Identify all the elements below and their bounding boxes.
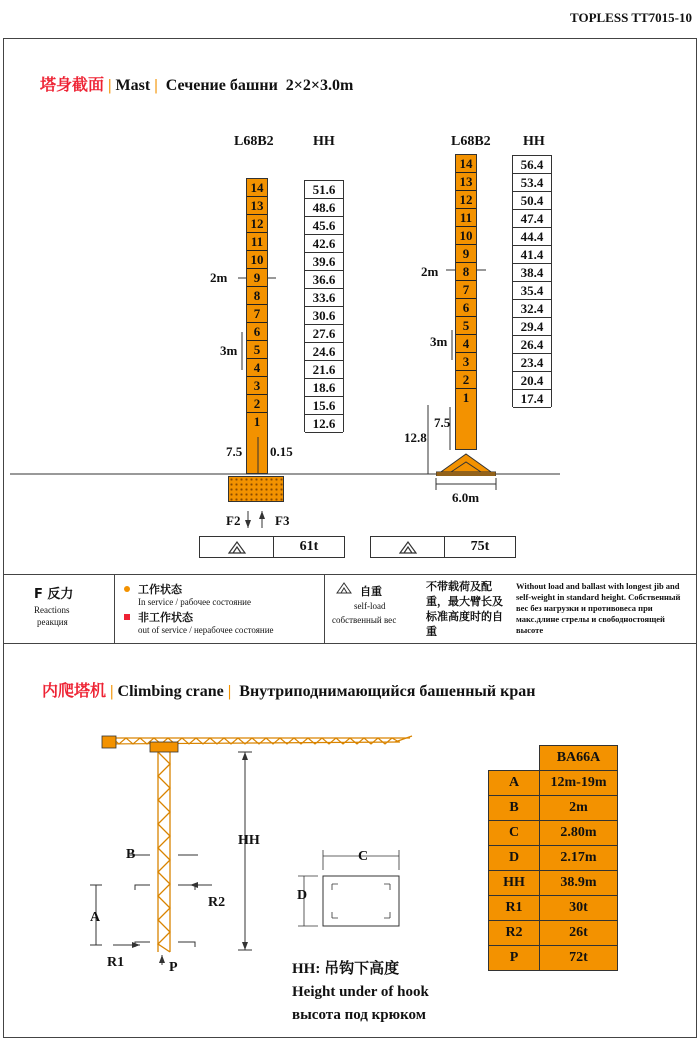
left-segment-8: 6 xyxy=(247,323,267,341)
table-key: D xyxy=(489,846,540,871)
legend-note-ru: Собственный вес без нагрузки и противовеса при макс.длине стрелы и свободностоящей высоте xyxy=(516,592,681,635)
left-segment-6: 8 xyxy=(247,287,267,305)
left-hh-cell-13: 12.6 xyxy=(305,415,343,433)
left-force-f3: F3 xyxy=(275,513,290,528)
climbing-label-c: C xyxy=(358,849,369,864)
right-segment-7: 7 xyxy=(456,281,476,299)
table-value: 12m-19m xyxy=(540,771,618,796)
right-hh-cell-1: 53.4 xyxy=(513,174,551,192)
hh-definition xyxy=(292,958,429,1027)
left-dim-0-15: 0.15 xyxy=(270,444,293,459)
table-row xyxy=(489,946,618,971)
table-key: A xyxy=(489,771,540,796)
legend-self-ru: собственный вес xyxy=(332,615,397,625)
mast-section-title: 塔身截面 | Mast | Сечение башни 2×2×3.0m xyxy=(40,77,354,94)
page-header: TOPLESS TT7015-10 xyxy=(570,10,692,25)
left-hh-cell-10: 21.6 xyxy=(305,361,343,379)
right-hh-cell-4: 44.4 xyxy=(513,228,551,246)
left-segment-13: 1 xyxy=(247,413,267,431)
left-hh-cell-0: 51.6 xyxy=(305,181,343,199)
left-dim-2m: 2m xyxy=(210,270,228,285)
legend-in-service-en: In service / рабочее состояние xyxy=(138,597,251,607)
right-hh-cell-11: 23.4 xyxy=(513,354,551,372)
climbing-label-d: D xyxy=(297,888,308,903)
right-segment-12: 2 xyxy=(456,371,476,389)
legend-self-cn: 自重 xyxy=(360,585,382,598)
table-row xyxy=(489,771,618,796)
legend-out-service-en: out of service / нерабочее состояние xyxy=(138,625,274,635)
left-segment-10: 4 xyxy=(247,359,267,377)
table-key: R2 xyxy=(489,921,540,946)
left-weight-value: 61t xyxy=(299,539,319,554)
left-force-f2: F2 xyxy=(226,513,241,528)
left-hh-cell-12: 15.6 xyxy=(305,397,343,415)
right-segment-1: 13 xyxy=(456,173,476,191)
table-row xyxy=(489,896,618,921)
climbing-label-r2: R2 xyxy=(208,895,226,910)
right-segment-13: 1 xyxy=(456,389,476,407)
table-model: BA66A xyxy=(540,746,618,771)
table-row xyxy=(489,796,618,821)
left-segment-12: 2 xyxy=(247,395,267,413)
hh-definition-ru: высота под крюком xyxy=(292,1007,426,1023)
right-segment-3: 11 xyxy=(456,209,476,227)
mast-title-en: Mast xyxy=(115,77,151,94)
left-hh-cell-7: 30.6 xyxy=(305,307,343,325)
mast-size: 2×2×3.0m xyxy=(285,77,354,94)
left-hh-label: HH xyxy=(313,134,335,149)
climbing-title-en: Climbing crane xyxy=(117,683,224,700)
right-hh-cell-3: 47.4 xyxy=(513,210,551,228)
climbing-label-b: B xyxy=(126,847,136,862)
table-value: 38.9m xyxy=(540,871,618,896)
right-hh-cell-6: 38.4 xyxy=(513,264,551,282)
right-segment-6: 8 xyxy=(456,263,476,281)
climbing-label-hh: HH xyxy=(238,833,260,848)
climbing-title-cn: 内爬塔机 xyxy=(42,683,107,700)
table-value: 2m xyxy=(540,796,618,821)
legend-reactions-ru: реакция xyxy=(37,617,68,627)
plan-view-drawing xyxy=(290,840,410,950)
table-row xyxy=(489,921,618,946)
left-segment-7: 7 xyxy=(247,305,267,323)
right-hh-cell-5: 41.4 xyxy=(513,246,551,264)
right-hh-cell-2: 50.4 xyxy=(513,192,551,210)
left-hh-cell-5: 36.6 xyxy=(305,271,343,289)
right-segment-8: 6 xyxy=(456,299,476,317)
right-hh-cell-12: 20.4 xyxy=(513,372,551,390)
right-dim-6m: 6.0m xyxy=(452,490,480,505)
hh-definition-cn: HH: 吊钩下高度 xyxy=(292,961,400,977)
legend-note-en: Without load and ballast with longest jib and self-weight in standard height. xyxy=(516,581,680,602)
left-hh-cell-8: 27.6 xyxy=(305,325,343,343)
legend-reactions-en: Reactions xyxy=(34,605,70,615)
self-load-icon xyxy=(334,581,354,595)
left-segment-4: 10 xyxy=(247,251,267,269)
table-value: 2.80m xyxy=(540,821,618,846)
table-key: C xyxy=(489,821,540,846)
right-dim-3m: 3m xyxy=(430,334,448,349)
right-dim-12-8: 12.8 xyxy=(404,430,427,445)
table-row xyxy=(489,821,618,846)
right-hh-cell-9: 29.4 xyxy=(513,318,551,336)
right-segment-9: 5 xyxy=(456,317,476,335)
out-service-square-icon xyxy=(124,614,130,620)
legend-note-cn: 不带载荷及配重，最大臂长及标准高度时的自重 xyxy=(426,580,503,638)
right-hh-cell-7: 35.4 xyxy=(513,282,551,300)
right-hh-label: HH xyxy=(523,134,545,149)
left-hh-cell-1: 48.6 xyxy=(305,199,343,217)
left-dim-3m: 3m xyxy=(220,343,238,358)
climbing-label-r1: R1 xyxy=(107,955,125,970)
left-hh-cell-4: 39.6 xyxy=(305,253,343,271)
right-segment-10: 4 xyxy=(456,335,476,353)
left-dim-7-5: 7.5 xyxy=(226,444,243,459)
climbing-spec-table xyxy=(488,745,618,971)
left-segment-2: 12 xyxy=(247,215,267,233)
legend-note-en-ru xyxy=(516,581,692,636)
legend-self-load xyxy=(326,575,512,643)
in-service-dot-icon xyxy=(124,586,130,592)
left-hh-cell-6: 33.6 xyxy=(305,289,343,307)
table-value: 2.17m xyxy=(540,846,618,871)
left-segment-9: 5 xyxy=(247,341,267,359)
legend-bar xyxy=(4,574,696,644)
mast-title-ru: Сечение башни xyxy=(165,77,278,94)
left-segment-1: 13 xyxy=(247,197,267,215)
table-value: 72t xyxy=(540,946,618,971)
legend-out-service-cn: 非工作状态 xyxy=(138,611,193,624)
legend-in-service-cn: 工作状态 xyxy=(138,583,182,596)
left-segment-11: 3 xyxy=(247,377,267,395)
climbing-title-ru: Внутриподнимающийся башенный кран xyxy=(239,683,536,700)
table-value: 30t xyxy=(540,896,618,921)
left-segment-5: 9 xyxy=(247,269,267,287)
left-segment-3: 11 xyxy=(247,233,267,251)
right-hh-cell-13: 17.4 xyxy=(513,390,551,408)
right-segment-0: 14 xyxy=(456,155,476,173)
left-segment-0: 14 xyxy=(247,179,267,197)
hh-definition-en: Height under of hook xyxy=(292,984,429,1000)
left-hh-cell-3: 42.6 xyxy=(305,235,343,253)
right-segment-4: 10 xyxy=(456,227,476,245)
right-segment-2: 12 xyxy=(456,191,476,209)
right-segment-11: 3 xyxy=(456,353,476,371)
right-segment-5: 9 xyxy=(456,245,476,263)
right-hh-cell-8: 32.4 xyxy=(513,300,551,318)
table-row xyxy=(489,846,618,871)
left-hh-cell-11: 18.6 xyxy=(305,379,343,397)
left-hh-cell-9: 24.6 xyxy=(305,343,343,361)
legend-reactions xyxy=(4,575,115,643)
left-model-label: L68B2 xyxy=(234,134,274,149)
right-weight-value: 75t xyxy=(470,539,490,554)
right-hh-cell-10: 26.4 xyxy=(513,336,551,354)
right-dim-7-5: 7.5 xyxy=(434,415,451,430)
legend-service xyxy=(114,575,325,643)
table-key: R1 xyxy=(489,896,540,921)
table-value: 26t xyxy=(540,921,618,946)
right-dim-2m: 2m xyxy=(421,264,439,279)
table-key: B xyxy=(489,796,540,821)
table-key: P xyxy=(489,946,540,971)
climbing-label-a: A xyxy=(90,910,101,925)
right-model-label: L68B2 xyxy=(451,134,491,149)
climbing-label-p: P xyxy=(169,960,178,975)
legend-f-title: F 反力 xyxy=(34,587,74,602)
right-hh-cell-0: 56.4 xyxy=(513,156,551,174)
left-hh-cell-2: 45.6 xyxy=(305,217,343,235)
mast-title-cn: 塔身截面 xyxy=(40,77,105,94)
table-row xyxy=(489,871,618,896)
legend-self-en: self-load xyxy=(354,601,386,611)
climbing-section-title: 内爬塔机 | Climbing crane | Внутриподнимающийся башенный кран xyxy=(42,683,536,700)
table-key: HH xyxy=(489,871,540,896)
